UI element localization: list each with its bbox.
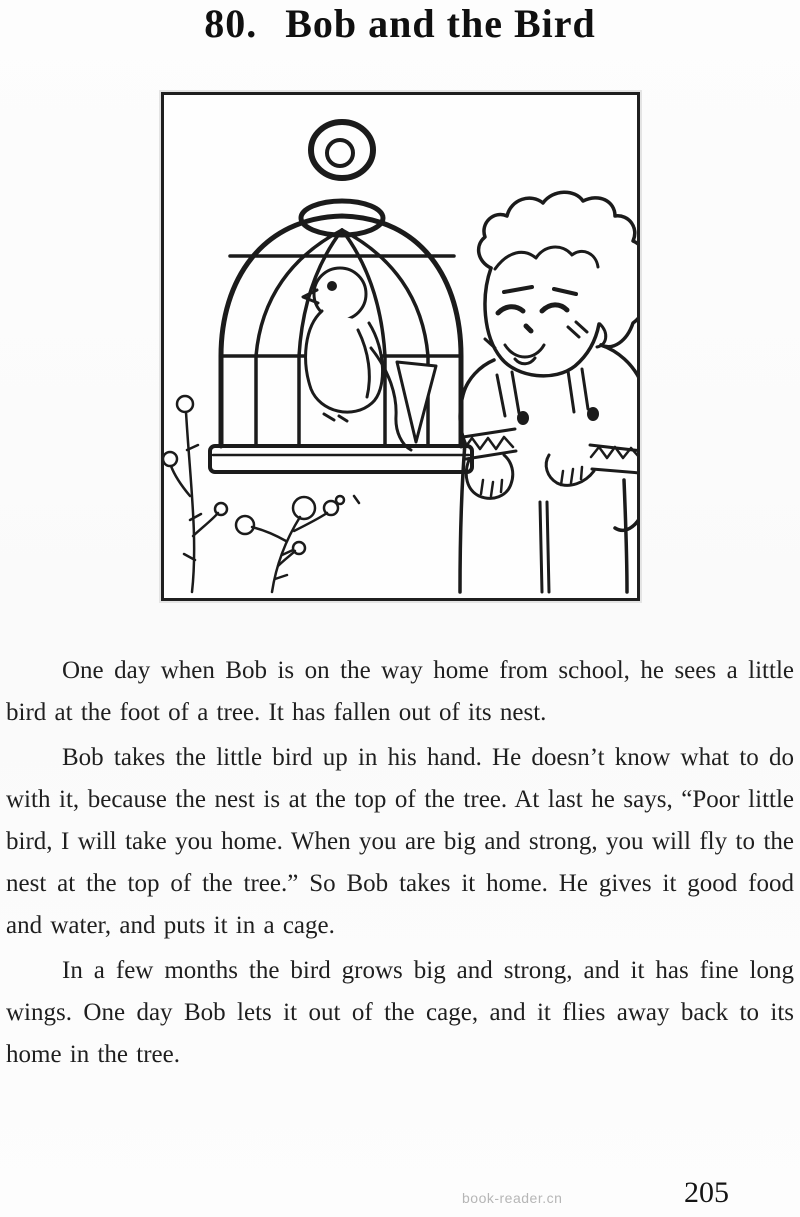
flowers-drawing [164, 396, 359, 592]
page-title [0, 0, 800, 47]
page-number: 205 [684, 1176, 729, 1209]
watermark-text: book-reader.cn [462, 1190, 563, 1206]
story-text [6, 650, 794, 1079]
story-number: 80. [204, 1, 258, 46]
story-title: Bob and the Bird [285, 1, 596, 46]
boy-drawing [460, 192, 637, 592]
story-illustration [161, 92, 640, 601]
illustration-drawing [164, 95, 637, 598]
story-paragraph-2: Bob takes the little bird up in his hand. He doesn’t know what to do with it, because the nest is at the top of the tree. At last he says, “Poor little bird, I will take you home. When you are big and strong, you will fly to the nest at the top of the tree.” So Bob takes it home. He gives it good food and water, and puts it in a cage. [6, 744, 794, 939]
story-paragraph-1: One day when Bob is on the way home from school, he sees a little bird at the foot of a tree. It has fallen out of its nest. [6, 657, 794, 726]
bird-drawing [303, 268, 436, 450]
story-paragraph-3: In a few months the bird grows big and strong, and it has fine long wings. One day Bob lets it out of the cage, and it flies away back to its home in the tree. [6, 957, 794, 1068]
